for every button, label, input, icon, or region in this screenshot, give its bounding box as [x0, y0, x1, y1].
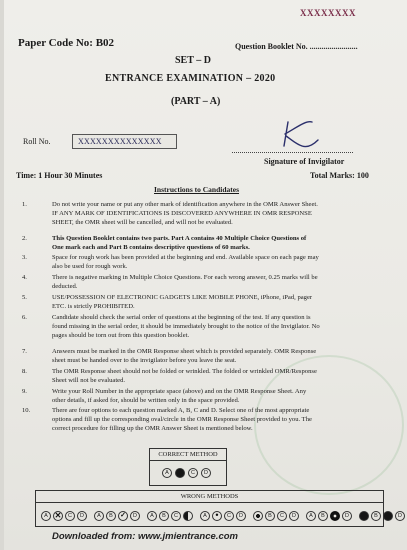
bubble-b: B: [265, 511, 275, 521]
instruction-item: 3. Space for rough work has been provided at the beginning and end. Available space on each page may also be used for rough work.: [22, 254, 319, 270]
wrong-methods-title: WRONG METHODS: [36, 493, 383, 503]
bubble-a-partial: [253, 511, 263, 521]
set-label: SET – D: [175, 55, 211, 66]
exam-duration: Time: 1 Hour 30 Minutes: [16, 171, 103, 180]
bubble-d: D: [236, 511, 246, 521]
bubble-d: D: [289, 511, 299, 521]
invigilator-signature-icon: [266, 118, 326, 154]
bubble-c: C: [277, 511, 287, 521]
roll-number-label: Roll No.: [23, 137, 51, 146]
bubble-b: B: [106, 511, 116, 521]
bubble-c-filled: [383, 511, 393, 521]
bubble-c: C: [224, 511, 234, 521]
bubble-d: D: [342, 511, 352, 521]
bubble-d-half-filled: [183, 511, 193, 521]
instruction-item: 10. There are four options to each question marked A, B, C and D. Select one of the most appropriate options and fill up the corresponding oval/circle in the OMR Response Sheet provided to you. The correct procedure for filling up the OMR Answer Sheet is mentioned below.: [22, 407, 312, 432]
bubble-a: A: [200, 511, 210, 521]
bubble-a: A: [306, 511, 316, 521]
total-marks: Total Marks: 100: [310, 171, 369, 180]
top-stamp: XXXXXXXX: [300, 8, 356, 18]
bubble-c: C: [65, 511, 75, 521]
correct-method-title: CORRECT METHOD: [150, 451, 226, 461]
instruction-item: 8. The OMR Response sheet should not be folded or wrinkled. The folded or wrinkled OMR/Response Sheet will not be evaluated.: [22, 368, 317, 384]
bubble-c-ringed: [330, 511, 340, 521]
question-booklet-number: Question Booklet No. ........................: [235, 42, 358, 51]
signature-line: [232, 152, 353, 153]
instruction-item: 6. Candidate should check the serial order of questions at the beginning of the test. If any question is found missing in the serial order, it should be immediately brought to the notice of the Invigilator. No pages should be torn out from this question booklet.: [22, 314, 320, 339]
instructions-heading: Instructions to Candidates: [154, 185, 240, 194]
bubble-a-filled: [359, 511, 369, 521]
bubble-a: A: [41, 511, 51, 521]
bubble-a: A: [94, 511, 104, 521]
instruction-item: 1. Do not write your name or put any other mark of identification anywhere in the OMR Answer Sheet. IF ANY MARK OF IDENTIFICATIONS IS DISCOVERED ANYWHERE IN OMR RESPONSE SHEET, the OMR sheet will be cancelled, and will not be evaluated.: [22, 201, 318, 226]
bubble-a: A: [162, 468, 172, 478]
bubble-b: B: [318, 511, 328, 521]
download-source-footer: Downloaded from: www.jmientrance.com: [52, 531, 238, 542]
signature-label: Signature of Invigilator: [264, 157, 345, 166]
bubble-b-crossed: ✕: [54, 511, 62, 520]
exam-booklet-page: [4, 0, 407, 550]
bubble-c-ticked: ✓: [118, 511, 128, 521]
bubble-d: D: [77, 511, 87, 521]
bubble-d: D: [130, 511, 140, 521]
correct-method-box: [149, 448, 227, 486]
instruction-item: 5. USE/POSSESSION OF ELECTRONIC GADGETS LIKE MOBILE PHONE, iPhone, iPad, pager ETC. is strictly PROHIBITED.: [22, 294, 313, 310]
bubble-b-dotted: •: [212, 511, 222, 521]
exam-title: ENTRANCE EXAMINATION – 2020: [105, 73, 276, 84]
bubble-c: C: [188, 468, 198, 478]
bubble-b: B: [159, 511, 169, 521]
instruction-item: 7. Answers must be marked in the OMR Response sheet which is provided separately. OMR Response sheet must be handed over to the invigilator before you leave the seat.: [22, 348, 317, 364]
part-label: (PART – A): [171, 96, 221, 107]
bubble-d: D: [201, 468, 211, 478]
bubble-d: D: [395, 511, 405, 521]
bubble-b: B: [371, 511, 381, 521]
roll-number-value: XXXXXXXXXXXXXX: [78, 137, 162, 146]
wrong-methods-box: [35, 490, 402, 527]
bubble-a: A: [147, 511, 157, 521]
paper-code: Paper Code No: B02: [18, 37, 115, 49]
bubble-b-filled: B: [175, 468, 185, 478]
instruction-item: 4. There is negative marking in Multiple Choice Questions. For each wrong answer, 0.25 marks will be deducted.: [22, 274, 318, 290]
instruction-item: 2. This Question Booklet contains two parts. Part A contains 40 Multiple Choice Questions of One mark each and Part B contains descriptive questions of 60 marks.: [22, 235, 307, 251]
instruction-item: 9. Write your Roll Number in the appropriate space (above) and on the OMR Response Sheet. Any other details, if asked for, should be written only in the space provided.: [22, 388, 307, 404]
bubble-c: C: [171, 511, 181, 521]
correct-method-bubbles: [162, 468, 211, 478]
wrong-methods-bubbles: [41, 511, 405, 521]
